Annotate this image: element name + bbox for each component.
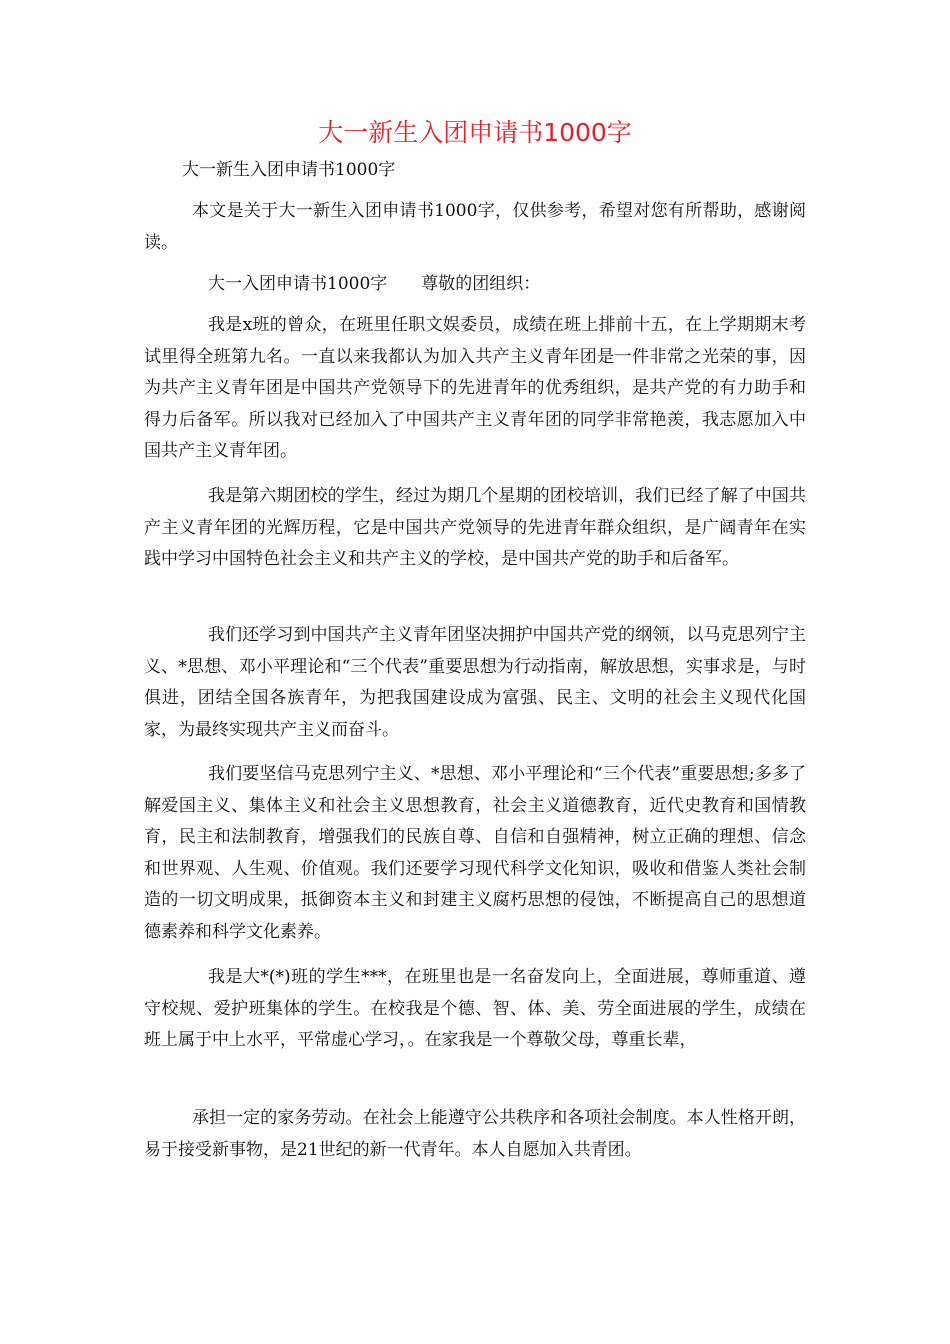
document-subtitle: 大一新生入团申请书1000字 xyxy=(182,160,396,180)
document-title: 大一新生入团申请书1000字 xyxy=(318,118,632,147)
body-paragraph-6: 承担一定的家务劳动。在社会上能遵守公共秩序和各项社会制度。本人性格开朗，易于接受新事物，是21世纪的新一代青年。本人自愿加入共青团。 xyxy=(144,1108,806,1160)
body-paragraph-1: 我是x班的曾众，在班里任职文娱委员，成绩在班上排前十五，在上学期期末考试里得全班第九名。一直以来我都认为加入共产主义青年团是一件非常之光荣的事，因为共产主义青年团是中国共产党领导下的先进青年的优秀组织，是共产党的有力助手和得力后备军。所以我对已经加入了中国共产主义青年团的同学非常艳羡，我志愿加入中国共产主义青年团。 xyxy=(144,315,806,461)
intro-paragraph: 本文是关于大一新生入团申请书1000字，仅供参考，希望对您有所帮助，感谢阅读。 xyxy=(144,201,806,253)
body-paragraph-4: 我们要坚信马克思列宁主义、*思想、邓小平理论和“三个代表”重要思想;多多了解爱国主义、集体主义和社会主义思想教育，社会主义道德教育，近代史教育和国情教育，民主和法制教育，增强我们的民族自尊、自信和自强精神，树立正确的理想、信念和世界观、人生观、价值观。我们还要学习现代科学文化知识，吸收和借鉴人类社会制造的一切文明成果，抵御资本主义和封建主义腐朽思想的侵蚀，不断提高自己的思想道德素养和科学文化素养。 xyxy=(144,764,806,942)
body-paragraph-2: 我是第六期团校的学生，经过为期几个星期的团校培训，我们已经了解了中国共产主义青年团的光辉历程，它是中国共产党领导的先进青年群众组织，是广阔青年在实践中学习中国特色社会主义和共产主义的学校，是中国共产党的助手和后备军。 xyxy=(144,486,806,569)
body-paragraph-3: 我们还学习到中国共产主义青年团坚决拥护中国共产党的纲领，以马克思列宁主义、*思想、邓小平理论和“三个代表”重要思想为行动指南，解放思想，实事求是，与时俱进，团结全国各族青年，为把我国建设成为富强、民主、文明的社会主义现代化国家，为最终实现共产主义而奋斗。 xyxy=(144,625,806,740)
body-paragraph-5: 我是大*(*)班的学生***，在班里也是一名奋发向上，全面进展，尊师重道、遵守校规、爱护班集体的学生。在校我是个德、智、体、美、劳全面进展的学生，成绩在班上属于中上水平，平常虚心学习，。在家我是一个尊敬父母，尊重长辈， xyxy=(144,967,806,1050)
greeting-line: 大一入团申请书1000字 尊敬的团组织： xyxy=(208,274,541,294)
